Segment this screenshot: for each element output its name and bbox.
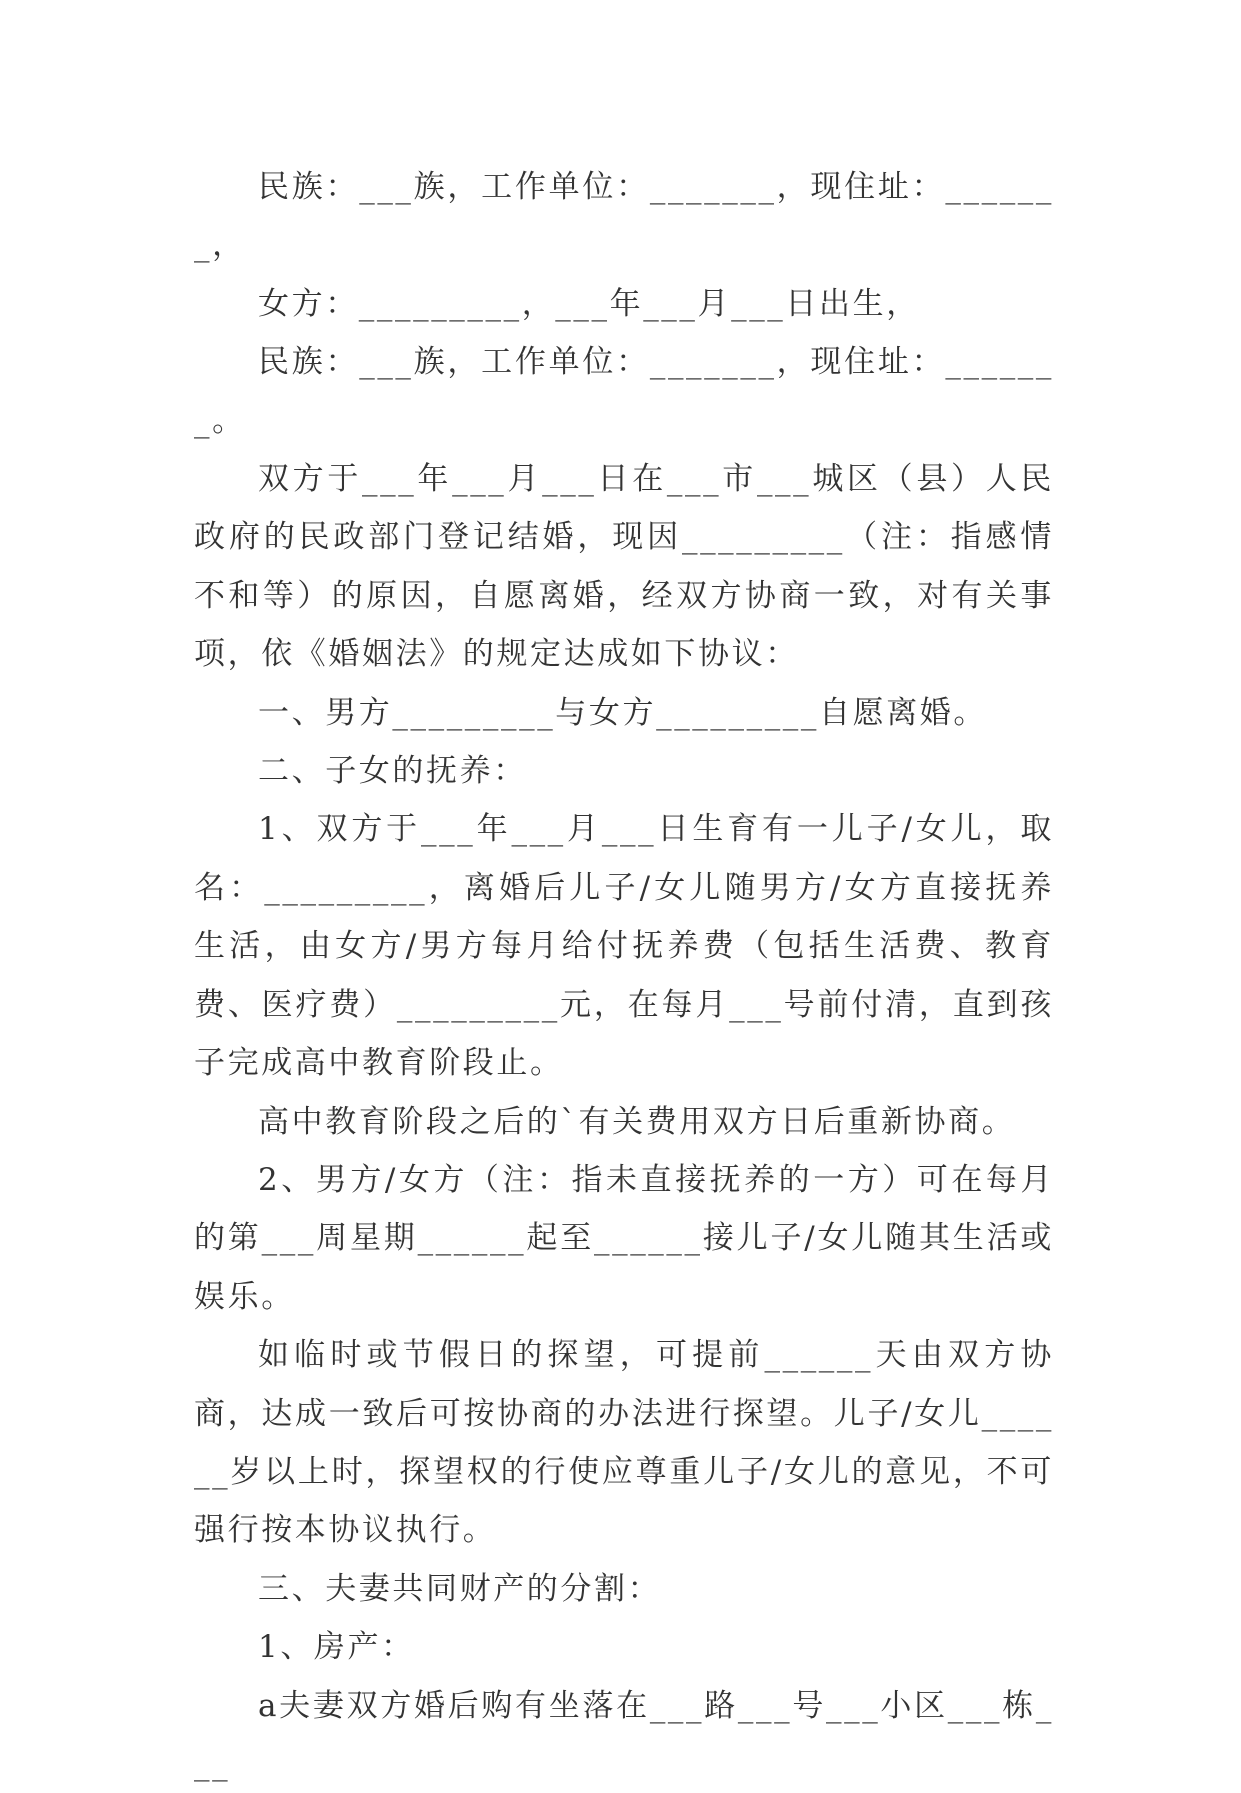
- clause-two-item-1-custody-support: 1、双方于___年___月___日生育有一儿子/女儿，取名：_________，离婚后儿子/女儿随男方/女方直接抚养生活，由女方/男方每月给付抚养费（包括生活费、教育费、医疗费）_________元，在每月___号前付清，直到孩子完成高中教育阶段止。: [194, 811, 1054, 1082]
- clause-two-heading-child-custody: 二、子女的抚养：: [258, 753, 527, 790]
- paragraph-female-ethnicity-work-address: 民族：___族，工作单位：_______，现住址：_______。: [194, 344, 1054, 439]
- clause-three-real-estate-a: a夫妻双方婚后购有坐落在___路___号___小区___栋___: [194, 1687, 1054, 1782]
- clause-two-item-2-visitation: 2、男方/女方（注：指未直接抚养的一方）可在每月的第___周星期______起至______接儿子/女儿随其生活或娱乐。: [194, 1161, 1054, 1315]
- paragraph-marriage-registration-reason: 双方于___年___月___日在___市___城区（县）人民政府的民政部门登记结婚，现因_________（注：指感情不和等）的原因，自愿离婚，经双方协商一致，对有关事项，依《婚姻法》的规定达成如下协议：: [194, 461, 1054, 673]
- clause-one-divorce: 一、男方_________与女方_________自愿离婚。: [258, 694, 987, 731]
- clause-three-item-1-real-estate: 1、房产：: [258, 1629, 415, 1666]
- clause-three-heading-property-division: 三、夫妻共同财产的分割：: [258, 1570, 662, 1607]
- paragraph-female-name-birthdate: 女方：_________，___年___月___日出生，: [258, 285, 920, 322]
- document-body: [194, 158, 1054, 1793]
- clause-two-post-highschool-costs: 高中教育阶段之后的`有关费用双方日后重新协商。: [258, 1103, 1016, 1140]
- clause-two-holiday-visitation: 如临时或节假日的探望，可提前______天由双方协商，达成一致后可按协商的办法进行探望。儿子/女儿______岁以上时，探望权的行使应尊重儿子/女儿的意见，不可强行按本协议执行。: [194, 1337, 1054, 1549]
- paragraph-male-ethnicity-work-address: 民族：___族，工作单位：_______，现住址：_______，: [194, 169, 1054, 264]
